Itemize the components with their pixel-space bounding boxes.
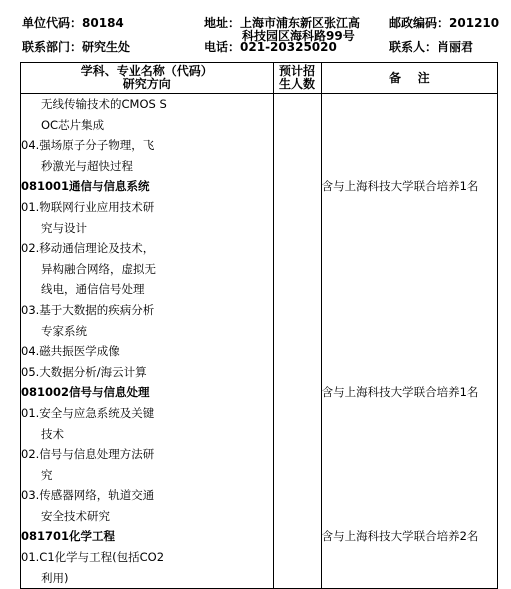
notes-column — [321, 94, 497, 589]
unit-code-label: 单位代码： — [22, 16, 83, 30]
note-cell — [322, 506, 497, 527]
note-cell — [322, 135, 497, 156]
col-header-discipline — [21, 63, 274, 94]
address-line1: 上海市浦东新区张江高 — [240, 16, 361, 30]
major-name: 081701化学工程 — [21, 529, 116, 544]
research-direction-line: 秒激光与超快过程 — [41, 158, 133, 173]
research-direction-line: 异构融合网络，虚拟无 — [41, 261, 156, 276]
col2-header-line2: 生人数 — [279, 77, 316, 91]
discipline-column — [21, 94, 274, 589]
col1-header-line1: 学科、专业名称（代码） — [80, 64, 213, 78]
major-name: 081001通信与信息系统 — [21, 179, 150, 194]
major-name: 081002信号与信息处理 — [21, 385, 150, 400]
note-cell — [322, 238, 497, 259]
research-direction-line: 专家系统 — [41, 323, 87, 338]
address-label: 地址： — [204, 16, 241, 30]
research-direction-line: 01.物联网行业应用技术研 — [21, 199, 155, 214]
research-direction-line: 究与设计 — [41, 220, 87, 235]
note-cell — [322, 115, 497, 136]
research-direction-line: 05.大数据分析/海云计算 — [21, 364, 147, 379]
col-header-quota — [273, 63, 321, 94]
research-direction-line: 线电，通信信号处理 — [41, 282, 145, 297]
research-direction-line: 技术 — [41, 426, 64, 441]
address — [204, 16, 360, 30]
note-cell — [322, 94, 497, 115]
research-direction-line: 04.强场原子分子物理，飞 — [21, 138, 155, 153]
note-cell: 含与上海科技大学联合培养1名 — [321, 179, 479, 194]
note-cell — [322, 156, 497, 177]
note-cell — [322, 279, 497, 300]
note-cell — [322, 362, 497, 383]
unit-code — [22, 16, 124, 30]
research-direction-line: 03.基于大数据的疾病分析 — [21, 302, 155, 317]
note-cell: 含与上海科技大学联合培养2名 — [321, 529, 479, 544]
note-cell — [322, 444, 497, 465]
contact-value: 肖丽君 — [437, 40, 474, 54]
contact — [389, 40, 473, 54]
postcode-value: 201210 — [449, 16, 500, 30]
address-line2: 科技园区海科路99号 — [242, 29, 355, 43]
phone — [204, 40, 337, 54]
note-cell — [322, 218, 497, 239]
research-direction-line: 究 — [41, 467, 53, 482]
department — [22, 40, 130, 54]
table-body-row — [21, 94, 498, 589]
phone-label: 电话： — [204, 40, 241, 54]
note-cell — [322, 300, 497, 321]
col2-header-line1: 预计招 — [279, 64, 316, 78]
dept-value: 研究生处 — [82, 40, 131, 54]
note-cell — [322, 197, 497, 218]
note-cell — [322, 424, 497, 445]
note-cell — [322, 403, 497, 424]
research-direction-line: OC芯片集成 — [41, 117, 105, 132]
research-direction-line: 03.传感器网络，轨道交通 — [21, 488, 155, 503]
research-direction-line: 无线传输技术的CMOS S — [41, 97, 167, 111]
note-cell — [322, 321, 497, 342]
enrollment-table — [20, 62, 498, 589]
quota-column — [273, 94, 321, 589]
note-cell — [322, 341, 497, 362]
contact-label: 联系人： — [389, 40, 438, 54]
col-header-notes: 备 注 — [321, 63, 497, 94]
note-cell — [322, 259, 497, 280]
note-cell — [322, 485, 497, 506]
note-cell — [322, 547, 497, 568]
col1-header-line2: 研究方向 — [122, 77, 171, 91]
note-cell — [322, 465, 497, 486]
postcode-label: 邮政编码： — [389, 16, 450, 30]
unit-code-value: 80184 — [82, 16, 124, 30]
postcode — [389, 16, 499, 30]
dept-label: 联系部门： — [22, 40, 83, 54]
research-direction-line: 01.安全与应急系统及关键 — [21, 405, 155, 420]
research-direction-line: 利用) — [41, 570, 69, 585]
research-direction-line: 04.磁共振医学成像 — [21, 344, 120, 359]
research-direction-line: 02.信号与信息处理方法研 — [21, 447, 155, 462]
phone-value: 021-20325020 — [240, 40, 337, 54]
research-direction-line: 02.移动通信理论及技术， — [21, 241, 155, 256]
note-cell — [322, 568, 497, 589]
research-direction-line: 01.C1化学与工程(包括CO2 — [21, 550, 165, 565]
research-direction-line: 安全技术研究 — [41, 508, 110, 523]
table-header-row — [21, 63, 498, 94]
note-cell: 含与上海科技大学联合培养1名 — [321, 385, 479, 400]
